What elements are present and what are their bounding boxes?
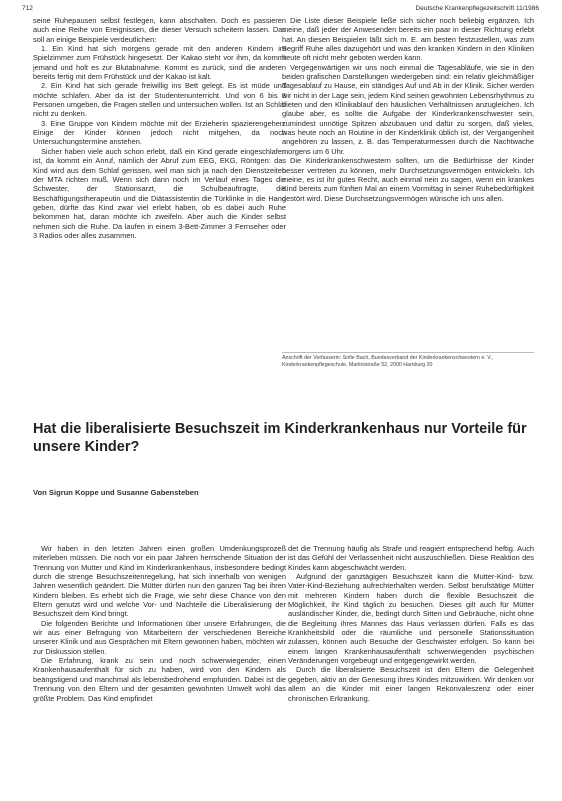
journal-name: Deutsche Krankenpflegezeitschrift 11/1986 [415,5,539,12]
paragraph: 3. Eine Gruppe von Kindern möchte mit der Erzieherin spazierengehen. Einige der Kinder können jedoch nicht mitgehen, da noch Untersuchungstermine anstehen. [33,118,286,147]
paragraph: Die Liste dieser Beispiele ließe sich sicher noch beliebig ergänzen. Ich meine, daß jeder der Anwesenden bereits ein paar in dieser Richtung erlebt hat. An diesen Beispielen läßt sich m. E. am besten festzustellen, was zum Begriff Ruhe alles dazugehört und was den kranken Kindern in den Kliniken heute oft nicht mehr geboten werden kann. [282,16,534,63]
article-column-left [33,544,286,703]
paragraph: 2. Ein Kind hat sich gerade freiwillig ins Bett gelegt. Es ist müde und möchte schlafen. Aber da ist der Studentenunterricht. Und von 6 bis 8 Personen umgeben, die Fragen stellen und untersuchen wollen. Ist an Schlaf nicht zu denken. [33,81,286,119]
paragraph: Wir haben in den letzten Jahren einen großen Umdenkungsprozeß miterleben müssen. Die noch vor ein paar Jahren herrschende Situation der Trennung von Mutter und Kind im Kinderkrankenhaus, insbesondere bedingt durch die strenge Besuchszeitenregelung, hat sich innerhalb von wenigen Jahren wesentlich geändert. Die Mütter dürfen nun den ganzen Tag bei ihren Kindern bleiben. Es erhebt sich die Frage, wie sehr diese Chance von den Eltern genutzt wird und welche Vor- und Nachteile die Liberalisierung der Besuchszeit dem Kind bringt. [33,544,286,619]
paragraph: 1. Ein Kind hat sich morgens gerade mit den anderen Kindern im Spielzimmer zum Frühstück hingesetzt. Der Kakao steht vor ihm, da kommt jemand und holt es zur Blutabnahme. Kommt es zurück, sind die anderen bereits fertig mit dem Frühstück und der Kakao ist kalt. [33,44,286,82]
footnote-rule [282,352,534,353]
paragraph: Aufgrund der ganztägigen Besuchszeit kann die Mutter-Kind- bzw. Vater-Kind-Beziehung aufrechterhalten werden. Selbst berufstätige Mütter mit mehreren Kindern haben durch die flexible Besuchszeit die Möglichkeit, ihr Kind täglich zu besuchen. Dieses gilt auch für Mütter ausländischer Kinder, die, bedingt durch Sitten und Gebräuche, nicht ohne die Begleitung ihres Mannes das Haus verlassen dürfen. Falls es das Krankheitsbild oder die räumliche und personelle Stationssituation zulassen, können auch Besuche der Geschwister erfolgen. So kann bei einem langen Krankenhausaufenthalt schwerwiegenden psychischen Veränderungen vorgebeugt und entgegengewirkt werden. [288,572,534,666]
previous-article-column-left [33,16,286,240]
paragraph: Die folgenden Berichte und Informationen über unsere Erfahrungen, die wir aus einer Befragung von Mitarbeitern der verschiedenen Bereiche unserer Klinik und aus Gesprächen mit Eltern gewonnen haben, möchten wir zur Diskussion stellen. [33,618,286,656]
previous-article-column-right [282,16,534,203]
paragraph: Die Erfahrung, krank zu sein und noch schwerwiegender, einen Krankenhausaufenthalt für sich zu haben, wird von den Kindern als beängstigend und manchmal als lebensbedrohend empfunden. Dabei ist die Trennung von den Eltern und der gesamten gewohnten Umwelt wohl das größte Problem. Das Kind empfindet [33,656,286,703]
paragraph: seine Ruhepausen selbst festlegen, kann abschalten. Doch es passieren auch eine Reihe von Ereignissen, die dieser Versuch scheitern lassen. Das soll an einige Beispiele verdeutlichen: [33,16,286,44]
paragraph: det die Trennung häufig als Strafe und reagiert entsprechend heftig. Auch ist das Gefühl der Verlassenheit nicht auszuschließen. Diese Reaktion des Kindes kann abgeschwächt werden. [288,544,534,572]
article-byline: Von Sigrun Koppe und Susanne Gabensteben [33,488,199,497]
paragraph: Sicher haben viele auch schon erlebt, daß ein Kind gerade eingeschlafen ist, da kommt ein Anruf, nämlich der Abruf zum EEG, EKG, Röntgen: das Kind wird aus dem Schlaf gerissen, weil man sich ja nach den Dienstzeiten der MTA richten muß. Wenn sich dann noch im Verlauf eines Tages die Schwester, der Stationsarzt, die Schulbeauftragte, die Beschäftigungstherapeutin und die Diätassistentin die Türklinke in die Hand geben, dürfte das Kind zwar viel erlebt haben, ob es dabei auch Ruhe bekommen hat, daran möchte ich zweifeln. Aber auch die Kinder selbst nehmen sich die Ruhe. Da laufen in einem 3-Bett-Zimmer 3 Fernseher oder 3 Radios oder alles zusammen. [33,146,286,240]
paragraph: Vergegenwärtigen wir uns noch einmal die Tagesabläufe, wie sie in den beiden grafischen Darstellungen wiedergeben sind: ein relativ gleichmäßiger Tagesablauf zu Hause, ein ständiges Auf und Ab in der Klinik. Sicher werden wir nicht in der Lage sein, jedem Kind seinen gewohnten Lebensrhythmus zu bieten und den Klinikablauf den häuslichen Verhältnissen anzugleichen. Ich glaube aber, es sollte die Aufgabe der Kinderkrankenschwester sein, zumindest unnötige Spitzen abzubauen und dafür zu sorgen, daß vieles, was heute noch an Routine in der Kinderklinik üblich ist, der Vergangenheit angehören zu lassen, z. B. das Temperaturmessen durch die Nachtwache morgens um 6 Uhr. [282,62,534,156]
page-number: 712 [22,5,33,12]
paragraph: Die Kinderkrankenschwestern sollten, um die Bedürfnisse der Kinder besser vertreten zu können, mehr Durchsetzungsvermögen entwickeln. Ich meine, es ist ihr gutes Recht, auch einmal nein zu sagen, wenn ein krankes Kind bereits zum fünften Mal an einem Vormittag in seiner Ruhebedürftigkeit gestört wird. Diese Durchsetzungsvermögen wünsche ich uns allen. [282,156,534,203]
article-title: Hat die liberalisierte Besuchszeit im Kinderkrankenhaus nur Vorteile für unsere Kinder? [33,421,527,455]
footnote-text: Anschrift der Verfasserin: Sofie Bach, Bundesverband der Kinderkrankenschwestern e. V., Kinderkrankenpflegeschule, Martinistraße 52, 2000 Hamburg 20 [282,355,494,368]
author-address-footnote [282,352,534,368]
article-column-right [288,544,534,703]
page-header [0,5,562,15]
paragraph: Durch die liberalisierte Besuchszeit ist den Eltern die Gelegenheit gegeben, aktiv an der Genesung ihres Kindes mitzuwirken. Wir denken vor allem an die Kinder mit einer langen Rekonvaleszenz oder einer chronischen Erkrankung. [288,665,534,703]
